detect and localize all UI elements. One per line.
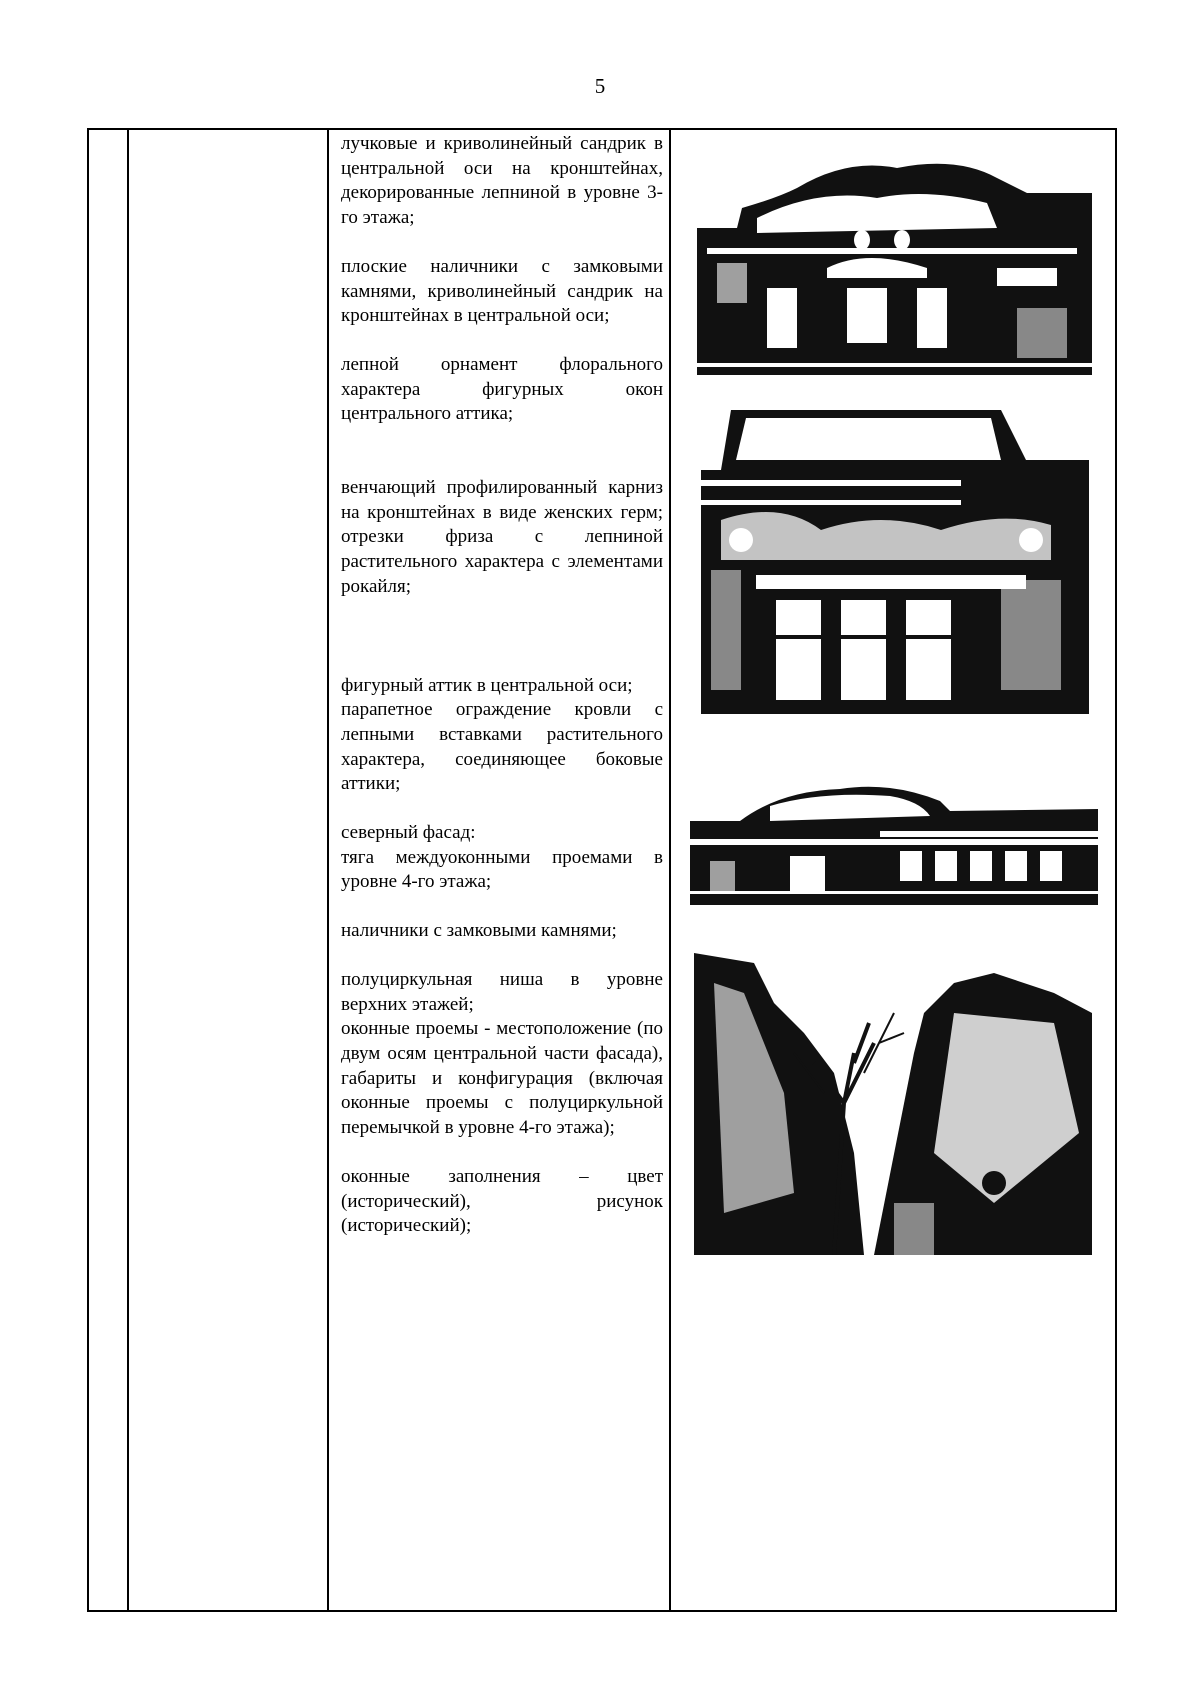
column-divider <box>327 130 329 1610</box>
page-number: 5 <box>594 74 606 98</box>
column-divider <box>127 130 129 1610</box>
features-table <box>87 128 1117 1612</box>
feature-paragraph: наличники с замковыми камнями; <box>341 920 617 942</box>
feature-paragraph: лучковые и криволинейный сандрик в центральной оси на кронштейнах, декорированные лепниной в уровне 3-го этажа; <box>341 133 663 229</box>
feature-paragraph: северный фасад: <box>341 822 476 844</box>
feature-paragraph: лепной орнамент флорального характера фигурных окон центрального аттика; <box>341 353 663 425</box>
column-divider <box>669 130 671 1610</box>
feature-paragraph: оконные заполнения – цвет (исторический), рисунок (исторический); <box>341 1165 663 1237</box>
feature-paragraph: венчающий профилированный карниз на кронштейнах в виде женских герм; отрезки фриза с лепниной растительного характера с элементами рокайля; <box>341 477 663 597</box>
feature-paragraph: полуциркульная ниша в уровне верхних этажей; <box>341 968 663 1015</box>
cornice-detail-photo <box>701 410 1089 714</box>
feature-paragraph: плоские наличники с замковыми камнями, криволинейный сандрик на кронштейнах в центральной оси; <box>341 255 663 327</box>
feature-paragraph: оконные проемы - местоположение (по двум осям центральной части фасада), габариты и конфигурация (включая оконные проемы с полуциркульной перемычкой в уровне 4-го этажа); <box>341 1018 663 1139</box>
facade-attic-photo <box>697 158 1092 375</box>
feature-paragraph: парапетное ограждение кровли с лепными вставками растительного характера, соединяющее боковые аттики; <box>341 699 663 795</box>
feature-paragraph: тяга междуоконными проемами в уровне 4-го этажа; <box>341 846 663 893</box>
parapet-panorama-photo <box>690 781 1098 905</box>
north-facade-photo <box>694 953 1092 1255</box>
feature-paragraph: фигурный аттик в центральной оси; <box>341 674 633 696</box>
features-text-column <box>341 132 663 1239</box>
